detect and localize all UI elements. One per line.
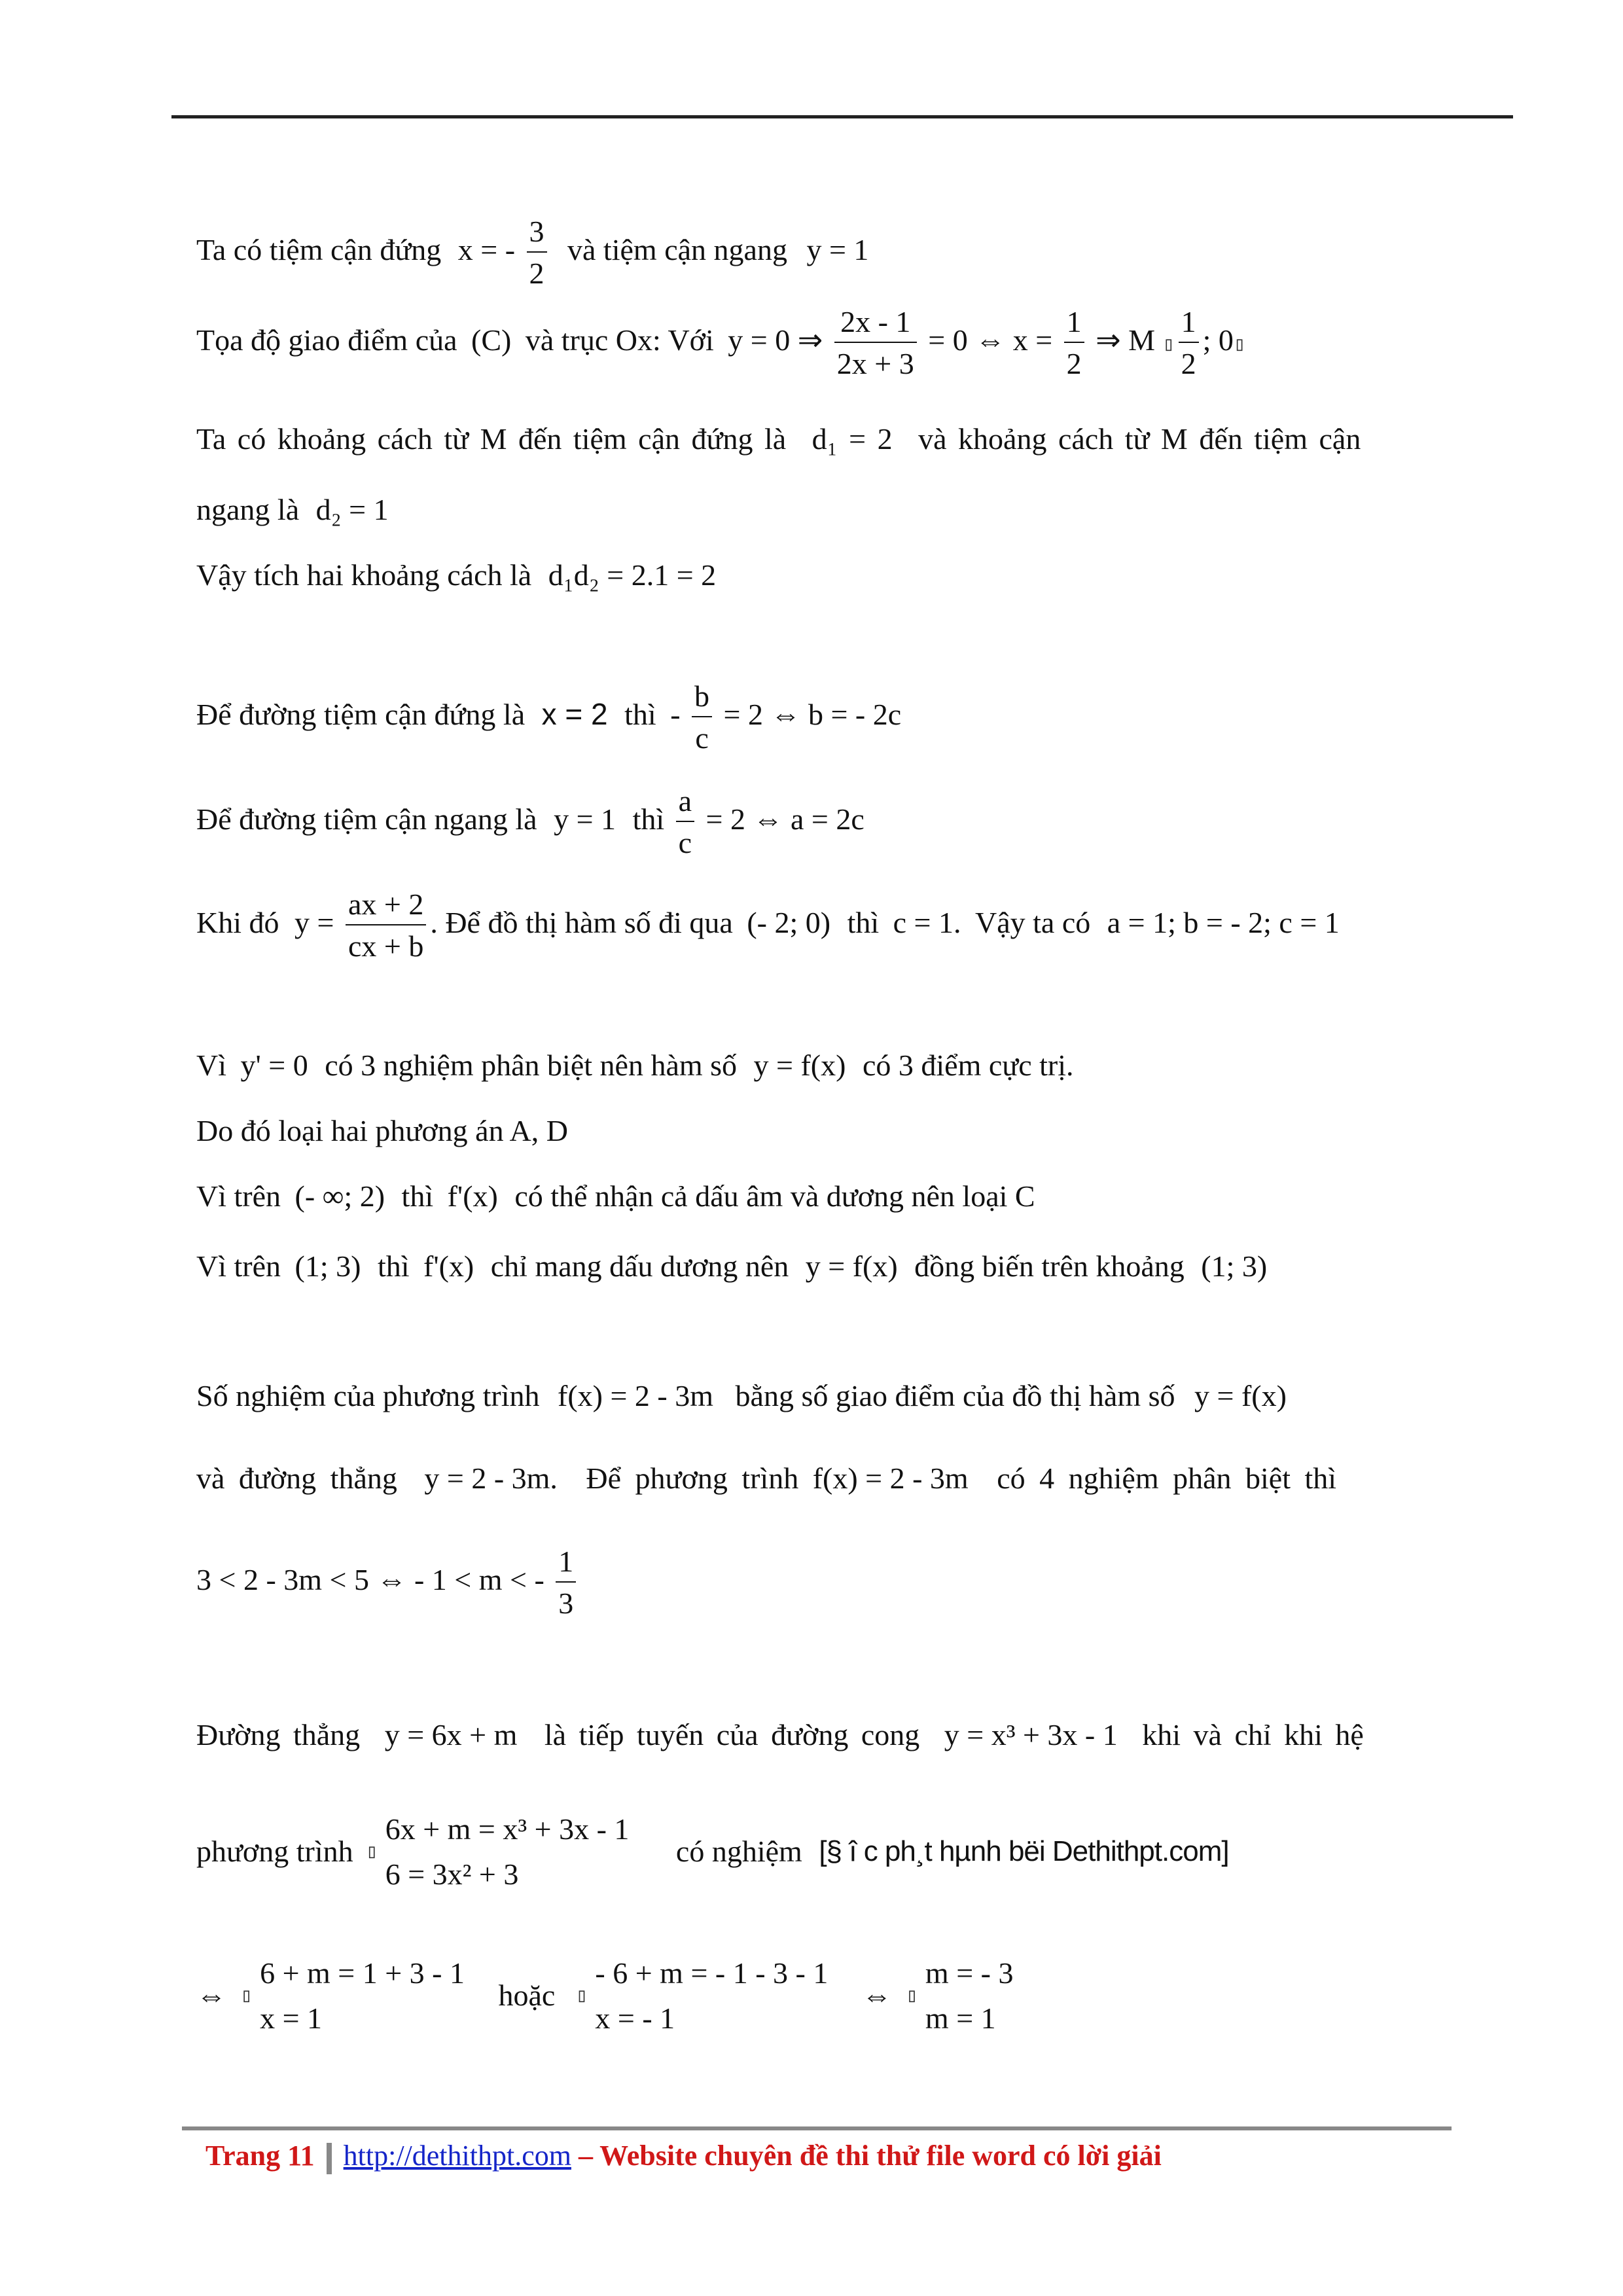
math: c = 1. (893, 905, 961, 939)
text: thì (401, 1179, 434, 1213)
text: Vì (196, 1049, 226, 1082)
text: Khi đó (196, 905, 279, 939)
denominator: c (678, 826, 692, 860)
text: Vậy tích hai khoảng cách là (196, 558, 532, 592)
math: y = 6x + m (384, 1718, 518, 1751)
website-link[interactable]: http://dethithpt.com (343, 2140, 571, 2172)
tangent-line (196, 1720, 1364, 1750)
intersection-line (196, 306, 1245, 380)
footer-tagline: – Website chuyên đề thi thử file word có lời giải (578, 2140, 1162, 2172)
fraction (1179, 306, 1199, 380)
text: thì (847, 905, 880, 939)
footer-separator (327, 2143, 332, 2174)
text: . Để đồ thị hàm số đi qua (430, 905, 733, 939)
math: y = 0 ⇒ (728, 323, 823, 357)
math-point: (- 2; 0) (747, 905, 831, 939)
denominator: 2 (1066, 347, 1082, 381)
text: ngang là (196, 493, 300, 526)
math: (1; 3) (1201, 1249, 1268, 1283)
product-line (196, 560, 716, 590)
footer-rule (182, 2126, 1452, 2130)
equation-system (595, 1950, 828, 2041)
bracket-glyph: ▯ (1162, 332, 1175, 355)
fraction (556, 1546, 576, 1620)
text: Để phương trình (586, 1462, 799, 1495)
text: Do đó loại hai phương án A, D (196, 1114, 568, 1147)
eliminate-line (196, 1116, 568, 1146)
math: y = 1 (554, 802, 616, 836)
top-rule (171, 115, 1513, 118)
equation-system (385, 1806, 630, 1897)
math-d1: d₁ = 2 (812, 422, 893, 456)
text: và đường thẳng (196, 1462, 397, 1495)
system-eq-2: m = 1 (925, 2001, 996, 2035)
text: thì (624, 697, 656, 731)
denominator: 2 (1181, 347, 1196, 381)
distance-line (196, 424, 1361, 454)
math: ⇒ M (1096, 323, 1156, 357)
text: thì (377, 1249, 410, 1283)
math: (- ∞; 2) (294, 1179, 385, 1213)
math: (1; 3) (294, 1249, 361, 1283)
math: y' = 0 (240, 1049, 308, 1082)
math: y = x³ + 3x - 1 (944, 1718, 1118, 1751)
text: Vì trên (196, 1179, 281, 1213)
denominator: cx + b (348, 929, 424, 963)
numerator: 3 (527, 216, 547, 253)
numerator: 1 (1179, 306, 1199, 343)
solution-line (196, 1950, 1013, 2041)
numerator: a (676, 785, 694, 822)
system-eq-1: 6x + m = x³ + 3x - 1 (385, 1812, 630, 1846)
math: f(x) = 2 - 3m (812, 1462, 969, 1495)
system-eq-2: x = - 1 (595, 2001, 675, 2035)
fraction (1064, 306, 1084, 380)
equation-system (925, 1950, 1014, 2041)
text: và tiệm cận ngang (567, 232, 787, 266)
text: có thể nhận cả dấu âm và dương nên loại C (514, 1179, 1035, 1213)
fraction (527, 216, 547, 290)
bracket-glyph: ▯ (1233, 332, 1245, 355)
math-x: x = - (457, 232, 516, 266)
text: và trục Ox: Với (525, 323, 714, 357)
text: Ta có tiệm cận đứng (196, 232, 442, 266)
denominator: c (695, 721, 709, 755)
interval-line-1 (196, 1181, 1035, 1211)
text: khi và chỉ khi hệ (1142, 1718, 1364, 1751)
text: là tiếp tuyến của đường cong (544, 1718, 920, 1751)
equation-count-line (196, 1381, 1287, 1411)
math: = 2 ⇔ b = - 2c (723, 697, 902, 731)
math: y = f(x) (753, 1049, 846, 1082)
math-product: d₁d₂ = 2.1 = 2 (548, 558, 717, 592)
text: có 4 nghiệm phân biệt thì (997, 1462, 1337, 1495)
equivalence-symbol: ⇔ (861, 1979, 892, 2012)
text: và khoảng cách từ M đến tiệm cận (918, 422, 1361, 456)
denominator: 3 (558, 1587, 574, 1621)
math-y: y = 1 (806, 232, 869, 266)
numerator: 2x - 1 (834, 306, 917, 343)
system-eq-2: 6 = 3x² + 3 (385, 1857, 519, 1891)
brace-glyph: ▯ (240, 1984, 253, 2007)
horizontal-asymptote-condition (196, 785, 865, 859)
math: = 0 ⇔ x = (928, 323, 1053, 357)
math-curve: (C) (471, 323, 512, 357)
text: có 3 điểm cực trị. (862, 1049, 1074, 1082)
asymptote-line (196, 216, 868, 290)
text: Tọa độ giao điểm của (196, 323, 457, 357)
math: a = 1; b = - 2; c = 1 (1107, 905, 1340, 939)
text: Để đường tiệm cận ngang là (196, 802, 537, 836)
inequality-line (196, 1546, 580, 1620)
line-condition (196, 1463, 1336, 1494)
text: Đường thẳng (196, 1718, 361, 1751)
vertical-asymptote-condition (196, 681, 901, 755)
text: có 3 nghiệm phân biệt nên hàm số (325, 1049, 738, 1082)
system-eq-2: x = 1 (260, 2001, 323, 2035)
text: Ta có khoảng cách từ M đến tiệm cận đứng là (196, 422, 787, 456)
text: Để đường tiệm cận đứng là (196, 697, 526, 731)
text: Vậy ta có (974, 905, 1091, 939)
text: chỉ mang dấu dương nên (490, 1249, 789, 1283)
page-footer (205, 2139, 1162, 2174)
math: f'(x) (447, 1179, 498, 1213)
fraction (676, 785, 694, 859)
function-line (196, 889, 1340, 963)
page-number: Trang 11 (205, 2140, 315, 2172)
math: y = f(x) (1194, 1379, 1287, 1412)
text: phương trình (196, 1835, 353, 1868)
text: Vì trên (196, 1249, 281, 1283)
text: hoặc (498, 1979, 556, 2012)
text: có nghiệm (675, 1835, 802, 1868)
fraction (346, 889, 426, 963)
critical-points-line (196, 1050, 1074, 1081)
math: ; 0 (1202, 323, 1234, 357)
math: x = 2 (541, 696, 608, 731)
distance-line-2 (196, 495, 389, 525)
brace-glyph: ▯ (575, 1984, 588, 2007)
math: y = 2 - 3m. (424, 1462, 558, 1495)
math: 3 < 2 - 3m < 5 ⇔ - 1 < m < - (196, 1562, 544, 1596)
math-d2: d₂ = 1 (315, 493, 389, 526)
numerator: 1 (556, 1546, 576, 1583)
numerator: b (692, 681, 712, 717)
fraction (692, 681, 712, 755)
fraction (834, 306, 917, 380)
numerator: 1 (1064, 306, 1084, 343)
bracket-glyph: ▯ (906, 1984, 918, 2007)
math: f'(x) (423, 1249, 474, 1283)
system-eq-1: 6 + m = 1 + 3 - 1 (260, 1956, 465, 1990)
system-eq-1: m = - 3 (925, 1956, 1014, 1990)
denominator: 2x + 3 (836, 347, 914, 381)
system-line (196, 1806, 1229, 1897)
math: - (670, 697, 681, 731)
math: y = f(x) (805, 1249, 898, 1283)
math: f(x) = 2 - 3m (558, 1379, 714, 1412)
denominator: 2 (529, 257, 544, 291)
text: thì (632, 802, 665, 836)
watermark-text: [§ î c ph¸t hµnh bëi Dethithpt.com] (819, 1835, 1229, 1867)
system-eq-1: - 6 + m = - 1 - 3 - 1 (595, 1956, 829, 1990)
math: = 2 ⇔ a = 2c (705, 802, 865, 836)
numerator: ax + 2 (346, 889, 426, 925)
text: Số nghiệm của phương trình (196, 1379, 540, 1412)
text: đồng biến trên khoảng (914, 1249, 1185, 1283)
interval-line-2 (196, 1251, 1267, 1282)
text: bằng số giao điểm của đồ thị hàm số (735, 1379, 1175, 1412)
equation-system (260, 1950, 465, 2041)
equivalence-symbol: ⇔ (196, 1979, 226, 2012)
math: y = (294, 905, 334, 939)
brace-glyph: ▯ (366, 1840, 378, 1863)
